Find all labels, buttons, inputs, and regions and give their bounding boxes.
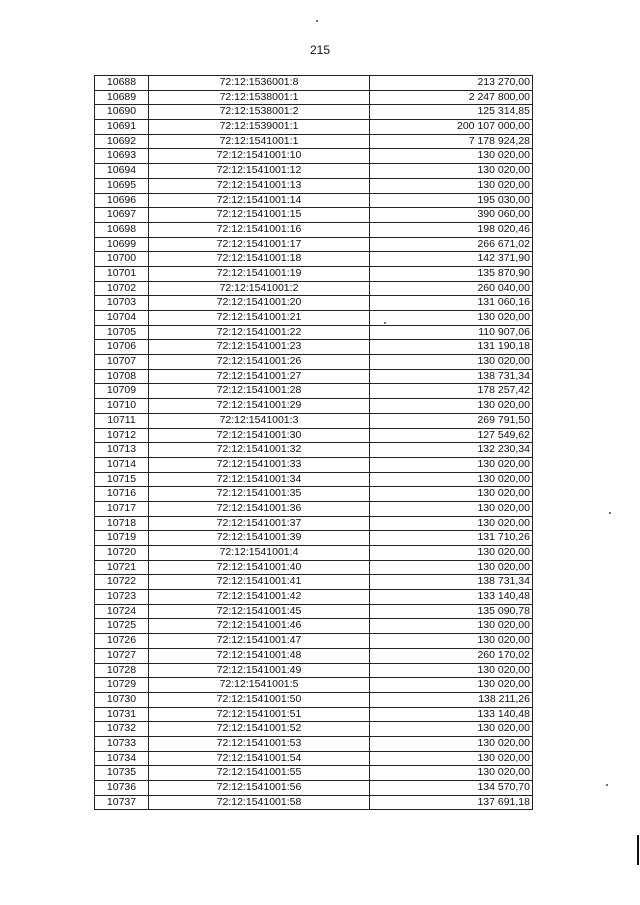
value-cell: 132 230,34: [477, 443, 530, 456]
table-row: [95, 179, 532, 194]
table-row: [95, 164, 532, 179]
scan-speck: [384, 322, 386, 324]
cadastral-number-cell: 72:12:1541001:28: [149, 384, 370, 398]
value-cell: 130 020,00: [477, 546, 530, 558]
row-number-cell: 10728: [95, 664, 149, 678]
table-row: [95, 693, 532, 708]
cadastral-number-cell: 72:12:1541001:13: [149, 179, 370, 193]
table-row: [95, 91, 532, 106]
row-number-cell: 10735: [95, 766, 149, 780]
row-number-cell: 10697: [95, 208, 149, 222]
value-cell: 130 020,00: [477, 164, 530, 177]
value-cell: 125 314,85: [477, 105, 530, 118]
page-number: 215: [309, 43, 331, 57]
table-row: [95, 384, 532, 399]
value-cell: 260 040,00: [477, 281, 530, 294]
cadastral-number-cell: 72:12:1541001:15: [149, 208, 370, 222]
table-row: [95, 766, 532, 781]
cadastral-number-cell: 72:12:1541001:33: [149, 458, 370, 472]
value-cell: 195 030,00: [477, 193, 530, 206]
cadastral-number-cell: 72:12:1541001:1: [149, 135, 370, 149]
cadastral-number-cell: 72:12:1541001:22: [149, 326, 370, 340]
table-row: [95, 473, 532, 488]
table-row: [95, 664, 532, 679]
value-cell: 198 020,46: [477, 222, 530, 235]
table-row: [95, 135, 532, 150]
value-cell: 130 020,00: [477, 634, 530, 647]
cadastral-number-cell: 72:12:1541001:2: [149, 282, 370, 296]
value-cell: 7 178 924,28: [468, 134, 530, 147]
table-row: [95, 649, 532, 664]
cadastral-number-cell: 72:12:1541001:12: [149, 164, 370, 178]
row-number-cell: 10707: [95, 355, 149, 369]
value-cell: 131 190,18: [477, 340, 530, 353]
value-cell: 130 020,00: [477, 311, 530, 323]
cadastral-number-cell: 72:12:1541001:34: [149, 473, 370, 487]
table-row: [95, 76, 532, 91]
value-cell: 213 270,00: [477, 76, 530, 88]
value-cell: 178 257,42: [477, 384, 530, 397]
cadastral-number-cell: 72:12:1541001:55: [149, 766, 370, 780]
table-row: [95, 429, 532, 444]
value-cell: 130 020,00: [477, 149, 530, 162]
cadastral-number-cell: 72:12:1541001:10: [149, 149, 370, 163]
cadastral-number-cell: 72:12:1541001:35: [149, 487, 370, 501]
table-row: [95, 370, 532, 385]
cadastral-number-cell: 72:12:1541001:51: [149, 708, 370, 722]
table-row: [95, 561, 532, 576]
table-row: [95, 296, 532, 311]
value-cell: 130 020,00: [477, 722, 530, 735]
cadastral-number-cell: 72:12:1541001:42: [149, 590, 370, 604]
cadastral-number-cell: 72:12:1541001:58: [149, 796, 370, 810]
table-row: [95, 120, 532, 135]
table-row: [95, 634, 532, 649]
value-cell: 135 870,90: [477, 266, 530, 279]
row-number-cell: 10698: [95, 223, 149, 237]
row-number-cell: 10715: [95, 473, 149, 487]
value-cell: 130 020,00: [477, 663, 530, 676]
value-cell: 390 060,00: [477, 208, 530, 221]
value-cell: 130 020,00: [477, 751, 530, 764]
row-number-cell: 10706: [95, 340, 149, 354]
row-number-cell: 10714: [95, 458, 149, 472]
table-row: [95, 340, 532, 355]
value-cell: 130 020,00: [477, 766, 530, 779]
row-number-cell: 10725: [95, 619, 149, 633]
value-cell: 138 211,26: [478, 692, 530, 705]
cadastral-number-cell: 72:12:1541001:14: [149, 194, 370, 208]
table-row: [95, 619, 532, 634]
row-number-cell: 10702: [95, 282, 149, 296]
value-cell: 130 020,00: [477, 516, 530, 529]
cadastral-number-cell: 72:12:1541001:45: [149, 605, 370, 619]
row-number-cell: 10726: [95, 634, 149, 648]
row-number-cell: 10722: [95, 575, 149, 589]
table-row: [95, 487, 532, 502]
value-cell: 260 170,02: [477, 648, 530, 661]
scan-speck: [609, 512, 611, 514]
value-cell: 137 691,18: [477, 795, 530, 808]
table-row: [95, 781, 532, 796]
row-number-cell: 10710: [95, 399, 149, 413]
table-row: [95, 708, 532, 723]
row-number-cell: 10692: [95, 135, 149, 149]
row-number-cell: 10712: [95, 429, 149, 443]
value-cell: 110 907,06: [478, 325, 530, 338]
row-number-cell: 10718: [95, 517, 149, 531]
cadastral-number-cell: 72:12:1541001:56: [149, 781, 370, 795]
table-row: [95, 194, 532, 209]
cadastral-number-cell: 72:12:1541001:53: [149, 737, 370, 751]
table-row: [95, 678, 532, 693]
row-number-cell: 10704: [95, 311, 149, 325]
row-number-cell: 10699: [95, 238, 149, 252]
value-cell: 130 020,00: [477, 501, 530, 514]
value-cell: 134 570,70: [477, 781, 530, 793]
row-number-cell: 10732: [95, 722, 149, 736]
table-row: [95, 752, 532, 767]
cadastral-number-cell: 72:12:1541001:26: [149, 355, 370, 369]
value-cell: 127 549,62: [477, 428, 530, 441]
value-cell: 2 247 800,00: [468, 90, 530, 103]
value-cell: 266 671,02: [477, 237, 530, 250]
table-row: [95, 502, 532, 517]
row-number-cell: 10730: [95, 693, 149, 707]
cadastral-number-cell: 72:12:1541001:27: [149, 370, 370, 384]
value-cell: 142 371,90: [477, 252, 530, 265]
row-number-cell: 10689: [95, 91, 149, 105]
cadastral-number-cell: 72:12:1541001:40: [149, 561, 370, 575]
cadastral-number-cell: 72:12:1541001:47: [149, 634, 370, 648]
table-row: [95, 796, 532, 811]
cadastral-number-cell: 72:12:1541001:20: [149, 296, 370, 310]
row-number-cell: 10723: [95, 590, 149, 604]
scan-speck: [316, 20, 318, 22]
row-number-cell: 10727: [95, 649, 149, 663]
table-row: [95, 223, 532, 238]
data-table: [94, 75, 533, 810]
value-cell: 131 710,26: [477, 531, 530, 544]
cadastral-number-cell: 72:12:1538001:2: [149, 105, 370, 119]
table-row: [95, 722, 532, 737]
row-number-cell: 10713: [95, 443, 149, 457]
row-number-cell: 10716: [95, 487, 149, 501]
value-cell: 131 060,16: [477, 296, 530, 309]
row-number-cell: 10695: [95, 179, 149, 193]
value-cell: 130 020,00: [477, 560, 530, 573]
table-row: [95, 252, 532, 267]
row-number-cell: 10693: [95, 149, 149, 163]
cadastral-number-cell: 72:12:1541001:5: [149, 678, 370, 692]
table-row: [95, 267, 532, 282]
cadastral-number-cell: 72:12:1541001:48: [149, 649, 370, 663]
value-cell: 130 020,00: [477, 619, 530, 632]
cadastral-number-cell: 72:12:1541001:41: [149, 575, 370, 589]
row-number-cell: 10720: [95, 546, 149, 560]
value-cell: 138 731,34: [477, 369, 530, 382]
value-cell: 135 090,78: [477, 604, 530, 617]
row-number-cell: 10721: [95, 561, 149, 575]
value-cell: 130 020,00: [477, 736, 530, 749]
value-cell: 130 020,00: [477, 355, 530, 368]
cadastral-number-cell: 72:12:1541001:21: [149, 311, 370, 325]
cadastral-number-cell: 72:12:1541001:49: [149, 664, 370, 678]
row-number-cell: 10736: [95, 781, 149, 795]
row-number-cell: 10737: [95, 796, 149, 810]
table-row: [95, 282, 532, 297]
cadastral-number-cell: 72:12:1541001:32: [149, 443, 370, 457]
table-row: [95, 443, 532, 458]
cadastral-number-cell: 72:12:1541001:4: [149, 546, 370, 560]
table-row: [95, 575, 532, 590]
row-number-cell: 10696: [95, 194, 149, 208]
table-row: [95, 414, 532, 429]
row-number-cell: 10711: [95, 414, 149, 428]
cadastral-number-cell: 72:12:1541001:16: [149, 223, 370, 237]
row-number-cell: 10688: [95, 76, 149, 90]
row-number-cell: 10717: [95, 502, 149, 516]
value-cell: 133 140,48: [477, 590, 530, 603]
cadastral-number-cell: 72:12:1541001:39: [149, 531, 370, 545]
cadastral-number-cell: 72:12:1536001:8: [149, 76, 370, 90]
cadastral-number-cell: 72:12:1541001:29: [149, 399, 370, 413]
cadastral-number-cell: 72:12:1541001:54: [149, 752, 370, 766]
row-number-cell: 10700: [95, 252, 149, 266]
cadastral-number-cell: 72:12:1541001:50: [149, 693, 370, 707]
table-row: [95, 311, 532, 326]
table-row: [95, 208, 532, 223]
table-row: [95, 737, 532, 752]
row-number-cell: 10709: [95, 384, 149, 398]
row-number-cell: 10733: [95, 737, 149, 751]
row-number-cell: 10719: [95, 531, 149, 545]
cadastral-number-cell: 72:12:1541001:3: [149, 414, 370, 428]
row-number-cell: 10708: [95, 370, 149, 384]
row-number-cell: 10690: [95, 105, 149, 119]
table-row: [95, 605, 532, 620]
value-cell: 138 731,34: [477, 575, 530, 588]
row-number-cell: 10705: [95, 326, 149, 340]
table-row: [95, 590, 532, 605]
value-cell: 130 020,00: [477, 678, 530, 691]
row-number-cell: 10734: [95, 752, 149, 766]
value-cell: 200 107 000,00: [457, 120, 530, 133]
value-cell: 269 791,50: [477, 413, 530, 426]
cadastral-number-cell: 72:12:1541001:52: [149, 722, 370, 736]
cadastral-number-cell: 72:12:1541001:23: [149, 340, 370, 354]
table-row: [95, 517, 532, 532]
row-number-cell: 10731: [95, 708, 149, 722]
table-row: [95, 149, 532, 164]
value-cell: 130 020,00: [477, 487, 530, 500]
scan-edge-line: [637, 835, 639, 865]
row-number-cell: 10694: [95, 164, 149, 178]
cadastral-number-cell: 72:12:1539001:1: [149, 120, 370, 134]
table-row: [95, 399, 532, 414]
row-number-cell: 10724: [95, 605, 149, 619]
row-number-cell: 10729: [95, 678, 149, 692]
row-number-cell: 10691: [95, 120, 149, 134]
cadastral-number-cell: 72:12:1541001:30: [149, 429, 370, 443]
table-row: [95, 326, 532, 341]
cadastral-number-cell: 72:12:1541001:37: [149, 517, 370, 531]
cadastral-number-cell: 72:12:1538001:1: [149, 91, 370, 105]
value-cell: 130 020,00: [477, 399, 530, 412]
scan-speck: [606, 784, 608, 786]
table-row: [95, 105, 532, 120]
row-number-cell: 10701: [95, 267, 149, 281]
table-row: [95, 458, 532, 473]
cadastral-number-cell: 72:12:1541001:17: [149, 238, 370, 252]
cadastral-number-cell: 72:12:1541001:36: [149, 502, 370, 516]
value-cell: 130 020,00: [477, 178, 530, 191]
cadastral-number-cell: 72:12:1541001:19: [149, 267, 370, 281]
row-number-cell: 10703: [95, 296, 149, 310]
table-row: [95, 238, 532, 253]
value-cell: 130 020,00: [477, 472, 530, 485]
value-cell: 133 140,48: [477, 707, 530, 720]
table-row: [95, 546, 532, 561]
table-row: [95, 531, 532, 546]
value-cell: 130 020,00: [477, 457, 530, 470]
cadastral-number-cell: 72:12:1541001:46: [149, 619, 370, 633]
table-row: [95, 355, 532, 370]
cadastral-number-cell: 72:12:1541001:18: [149, 252, 370, 266]
